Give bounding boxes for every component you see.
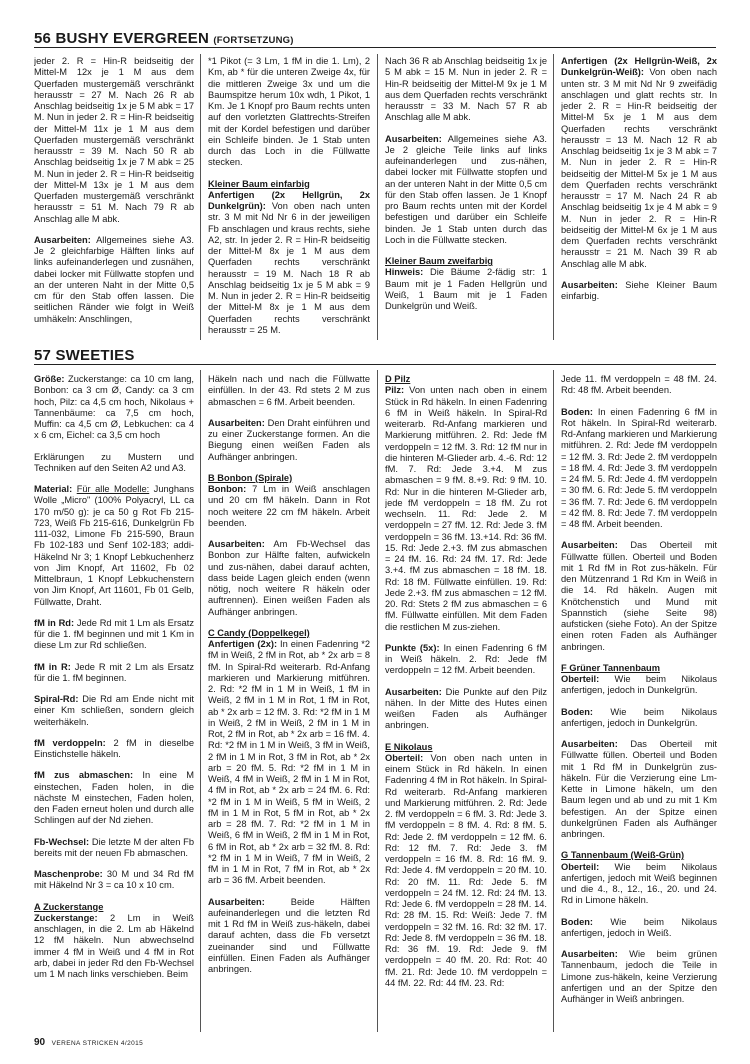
paragraph — [208, 639, 370, 887]
paragraph — [208, 539, 370, 618]
paragraph — [34, 484, 194, 608]
text: 2 fM in dieselbe Einstichstelle häkeln. — [34, 737, 194, 759]
paragraph — [561, 280, 717, 303]
text: Jede Rd mit 1 Lm als Ersatz für die 1. fM beginnen und mit 1 Km in diese Lm zur Rd schließen. — [34, 617, 194, 651]
paragraph — [208, 484, 370, 529]
magazine-name: VERENA STRICKEN 4/2015 — [51, 1040, 144, 1047]
label: Boden: — [561, 706, 594, 717]
column-divider — [377, 54, 378, 340]
label: Anfertigen (2x): — [208, 639, 278, 649]
paragraph — [34, 913, 194, 981]
section-57-header — [34, 347, 716, 364]
paragraph — [34, 662, 194, 685]
column-divider — [553, 370, 554, 1032]
text: Allgemeines siehe A3. Je 2 gleichfarbige Hälften links auf links aufeinanderlegen und zusnähen, dabei locker mit Füllwatte stopfen und an der unteren Naht in der Mitte 0,5 cm für den Stab offen lassen. Die seitlichen Ränder wie folgt in Weiß umhäkeln: Anschlingen, — [34, 234, 194, 324]
text: Die letzte M der alten Fb bereits mit der neuen Fb abmaschen. — [34, 836, 194, 858]
paragraph: Häkeln nach und nach die Füllwatte einfüllen. In der 43. Rd stets 2 M zus abmaschen = 6 fM. Arbeit beenden. — [208, 374, 370, 407]
label: Anfertigen (2x Hellgrün, 2x Dunkelgrün): — [208, 189, 370, 211]
label: fM verdoppeln: — [34, 737, 106, 748]
paragraph: Jede 11. fM verdoppeln = 48 fM. 24. Rd: 48 fM. Arbeit beenden. — [561, 374, 717, 396]
section-56-title: 56 BUSHY EVERGREEN — [34, 30, 210, 47]
section-56-subtitle: (FORTSETZUNG) — [213, 35, 294, 46]
label: fM in Rd: — [34, 617, 75, 628]
text: 7 Lm in Weiß anschlagen und 20 cm fM häkeln. Dann in Rot noch weitere 22 cm fM häkeln. Arbeit beenden. — [208, 484, 370, 528]
label: Ausarbeiten: — [561, 949, 618, 959]
paragraph — [385, 134, 547, 247]
label: Anfertigen (2x Hellgrün-Weiß, 2x Dunkelgrün-Weiß): — [561, 56, 717, 78]
subheading: E Nikolaus — [385, 741, 433, 752]
text: Wie beim Nikolaus anfertigen, jedoch mit Weiß beginnen und die 4., 8., 12., 16., 20. und 24. Rd in Limone häkeln. — [561, 861, 717, 906]
text: In eine M einstechen, Faden holen, in die nächste M einstechen, Faden holen, den Faden erneut holen und durch alle Schlingen auf der Nd ziehen. — [34, 770, 194, 826]
text: Allgemeines siehe A3. Je 2 gleiche Teile links auf links aufeinanderlegen und zus-nähen, dabei locker mit Füllwatte stopfen und an der unteren Naht in der Mitte 0,5 cm für den Stab offen lassen. Je 1 Knopf pro Baum rechts unten mit der Kordel befestigen und darüber ein Schleife binden. Je 1 Stab unten durch das Loch in die Füllwatte stecken. — [385, 133, 547, 245]
label: Fb-Wechsel: — [34, 836, 90, 847]
paragraph — [208, 897, 370, 976]
subheading: B Bonbon (Spirale) — [208, 472, 293, 483]
paragraph: Erklärungen zu Mustern und Techniken auf den Seiten A2 und A3. — [34, 451, 194, 473]
text: Das Oberteil mit Füllwatte füllen. Oberteil und Boden mit 1 Rd fM in Dunkelgrün zus-häkeln. Für die Verzierung eine Lm-Kette in Limone häkeln, um den Baum legen und ab und zu mit 1 Km befestigen. An der Spitze einen dunkelgrünen Faden als Aufhänger anbringen. — [561, 739, 717, 839]
column-divider — [200, 54, 201, 340]
label: Oberteil: — [561, 861, 600, 872]
paragraph — [561, 407, 717, 531]
text: Den Draht einführen und zu einer Zuckerstange formen. An die Biegung einen weißen Faden als Aufhänger anbringen. — [208, 417, 370, 462]
paragraph — [561, 862, 717, 907]
paragraph: jeder 2. R = Hin-R beidseitig der Mittel-M 12x je 1 M aus dem Querfaden mustergemäß verschränkt herausstr = 27 M. Nach 26 R ab Anschlag beidseitig 1x je 5 M abk = 17 M. Nun in jeder 2. R = Hin-R beidseitig der Mittel-M 11x je 1 M aus dem Querfaden mustergemäß verschränkt herausstr = 39 M. Nach 50 R ab Anschlag beidseitig 1x je 7 M abk = 25 M. Nun in jeder 2. R = Hin-R beidseitig der Mittel-M 13x je 1 M aus dem Querfaden mustergemäß verschränkt herausstr = 51 M. Nach 79 R ab Anschlag alle M abk. — [34, 56, 194, 224]
label: Spiral-Rd: — [34, 694, 79, 704]
column-divider — [553, 54, 554, 340]
subheading: Kleiner Baum einfarbig — [208, 178, 310, 189]
text: Wie beim Nikolaus anfertigen, jedoch in Dunkelgrün. — [561, 706, 717, 728]
text: Zuckerstange: ca 10 cm lang, Bonbon: ca 3 cm Ø, Candy: ca 3 cm hoch, Pilz: ca 4,5 cm hoch, Nikolaus + Tannenbäume: ca 7,5 cm hoch, Muffin: ca 4,5 cm Ø, Lebkuchen: ca 4 x 6 cm, Eichel: ca 3,5 cm hoch — [34, 374, 194, 441]
text: Wie beim grünen Tannenbaum, jedoch die Teile in Limone zus-häkeln, keine Verzierung anfertigen und an der Spitze den Aufhänger in Weiß anbringen. — [561, 949, 717, 1004]
s56-column-3 — [385, 56, 547, 344]
section-56-header — [34, 30, 716, 47]
paragraph: *1 Pikot (= 3 Lm, 1 fM in die 1. Lm), 2 Km, ab * für die unteren Zweige 4x, für die mittleren Zweige 3x und um die Baumspitze herum 10x wdh, 1 Pikot, 1 Km. Je 1 Knopf pro Baum rechts unten auf den vorletzten Glattrechts-Streifen mit der Kordel befestigen und darüber ein Schleife binden. Je 1 Stab unten durch das Loch in die Füllwatte stecken. — [208, 56, 370, 168]
paragraph — [561, 739, 717, 840]
paragraph — [561, 56, 717, 270]
paragraph — [34, 235, 194, 325]
label: Material: — [34, 484, 73, 494]
label: Pilz: — [385, 385, 405, 396]
label: Ausarbeiten: — [208, 896, 265, 907]
s56-column-2 — [208, 56, 370, 344]
text: In einen Fadenring 6 fM in Rot häkeln. In Spiral-Rd weiterarb. Rd-Anfang markieren und Markierung mitführen. 2. Rd: Jede fM verdoppeln = 12 fM. 3. Rd: Jede 2. fM verdoppeln = 18 fM. 4. Rd: Jede 3. fM verdoppeln = 24 fM. 5. Rd: Jede 4. fM verdoppeln = 30 fM. 6. Rd: Jede 5. fM verdoppeln = 36 fM. 7. Rd: Jede 6. fM verdoppeln = 42 fM. 8. Rd: Jede 7. fM verdoppeln = 48 fM. Arbeit beenden. — [561, 406, 717, 529]
paragraph — [208, 418, 370, 463]
subheading: G Tannenbaum (Weiß-Grün) — [561, 850, 685, 861]
s56-column-1 — [34, 56, 194, 344]
label: fM zus abmaschen: — [34, 770, 134, 781]
label: Hinweis: — [385, 267, 424, 278]
text: Wie beim Nikolaus anfertigen, jedoch in Weiß. — [561, 916, 717, 938]
text: Das Oberteil mit Füllwatte füllen. Oberteil und Boden mit 1 Rd fM in Rot zus-häkeln. Für den Mützenrand 1 Rd Km in Weiß in die 14. Rd häkeln. Augen mit Knötchenstich und Mund mit Spannstich (siehe Seite 98) aufsticken (siehe Foto). An der Spitze einen roten Faden als Aufhänger anbringen. — [561, 540, 717, 652]
paragraph — [34, 738, 194, 761]
s57-column-2 — [208, 374, 370, 1034]
label: Boden: — [561, 916, 594, 927]
subheading: A Zuckerstange — [34, 901, 104, 912]
section-57-title: 57 SWEETIES — [34, 347, 135, 364]
s57-column-3 — [385, 374, 547, 1034]
s57-column-1 — [34, 374, 194, 1034]
paragraph — [385, 753, 547, 989]
paragraph — [561, 949, 717, 1005]
label: Ausarbeiten: — [385, 686, 442, 697]
text: Von oben nach unten in einem Stück in Rd häkeln. In einen Fadenring 4 fM in Rot häkeln. In Spiral-Rd weiterarb. Rd-Anfang markieren und Markierung mitführen. 2. Rd: Jede 2. fM verdoppeln = 6 fM. 3. Rd: Jede 3. fM verdoppeln = 8 fM. 4. Rd: 8 fM. 5. Rd: Jede 2. fM verdoppeln = 12 fM. 6. Rd: 12 fM. 7. Rd: Jede 3. fM verdoppeln = 16 fM. 8. Rd: 16 fM. 9. Rd: Jede 4. fM verdoppeln = 20 fM. 10. Rd: 20 fM. 11. Rd: Jede 5. fM verdoppeln = 24 fM. 12. Rd: 24 fM. 13. Rd: Jede 6. fM verdoppeln = 28 fM. 14. Rd: 28 fM. 15. Rd: Weiß: Jede 7. fM verdoppeln = 32 fM. 16. Rd: 32 fM. 17. Rd: Jede 8. fM verdoppeln = 36 fM. 18. Rd: 36 fM. 19. Rd: Jede 9. fM verdoppeln = 40 fM. 20. Rd: Rot: 40 fM. 21. Rd: Jede 10. fM verdoppeln = 44 fM. 22. Rd: 44 fM. 23. Rd: — [385, 752, 547, 988]
label: Ausarbeiten: — [34, 234, 91, 245]
text: Von oben nach unten str. 3 M mit Nd Nr 6 in der jeweiligen Fb anschlagen und kraus rechts, siehe A2, str. In jeder 2. R = Hin-R beidseitig der Mittel-M 8x je 1 M aus dem Querfaden rechts verschränkt herausstr = 19 M. Nach 18 R ab Anschlag beidseitig 1x je 5 M abk = 9 M. Nun in jeder 2. R = Hin-R beidseitig der Mittel-M 8x je 1 M aus dem Querfaden rechts verschränkt herausstr = 25 M. — [208, 201, 370, 335]
text: In einen Fadenring 6 fM in Weiß häkeln. 2. Rd: Jede fM verdoppeln = 12 fM. Arbeit beenden. — [385, 642, 547, 676]
section-57-rule — [34, 364, 716, 365]
paragraph — [561, 707, 717, 730]
text: 2 Lm in Weiß anschlagen, in die 2. Lm ab Häkelnd 12 fM häkeln. Nun abwechselnd immer 4 fM in Weiß und 4 fM in Rot arb, dabei in jeder Rd den Fb-Wechsel um 1 M nach links verschieben. Beim — [34, 912, 194, 979]
text: 30 M und 34 Rd fM mit Häkelnd Nr 3 = ca 10 x 10 cm. — [34, 869, 194, 891]
label: Maschenprobe: — [34, 869, 103, 879]
label: Boden: — [561, 406, 594, 417]
paragraph — [34, 694, 194, 728]
paragraph: Nach 36 R ab Anschlag beidseitig 1x je 5 M abk = 15 M. Nun in jeder 2. R = Hin-R beidseitig der Mittel-M 9x je 1 M aus dem Querfaden rechts verschränkt herausstr = 33 M. Nach 57 R ab Anschlag alle M abk. — [385, 56, 547, 123]
label: Ausarbeiten: — [208, 417, 265, 428]
label: Ausarbeiten: — [561, 279, 618, 290]
paragraph — [34, 618, 194, 652]
paragraph — [34, 837, 194, 860]
text: Die Punkte auf den Pilz nähen. In der Mitte des Hutes einen weißen Faden als Aufhänger anbringen. — [385, 686, 547, 731]
paragraph — [208, 190, 370, 336]
label: Ausarbeiten: — [561, 739, 618, 749]
subheading: D Pilz — [385, 374, 411, 384]
page-footer — [34, 1037, 143, 1048]
text: Von oben nach unten str. 3 M mit Nd Nr 9 zweifädig anschlagen und glatt rechts str. In jeder 2. R = Hin-R beidseitig der Mittel-M 5x je 1 M aus dem Querfaden rechts verschränkt herausstr = 13 M. Nach 12 R ab Anschlag beidseitig 1x je 3 M abk = 7 M. Nun in jeder 2. R = Hin-R beidseitig der Mittel-M 5x je 1 M aus dem Querfaden rechts verschränkt herausstr = 17 M. Nach 24 R ab Anschlag beidseitig 1x je 4 M abk = 9 M. Nun in jeder 2. R = Hin-R beidseitig der Mittel-M 6x je 1 M aus dem Querfaden rechts verschränkt herausstr = 21 M. Nach 39 R ab Anschlag alle M abk. — [561, 67, 717, 269]
material-all-models: Für alle Modelle: — [76, 484, 150, 494]
paragraph — [385, 385, 547, 633]
paragraph — [34, 770, 194, 826]
text: Die Rd am Ende nicht mit einer Km schließen, sondern gleich weiterhäkeln. — [34, 694, 194, 727]
section-56-rule — [34, 47, 716, 48]
paragraph — [385, 643, 547, 677]
paragraph — [561, 917, 717, 940]
subheading: F Grüner Tannenbaum — [561, 662, 661, 673]
s57-column-4 — [561, 374, 717, 1034]
text: Wie beim Nikolaus anfertigen, jedoch in Dunkelgrün. — [561, 674, 717, 696]
text: Beide Hälften aufeinanderlegen und die letzten Rd mit 1 Rd fM in Weiß zus-häkeln, dabei darauf achten, dass die Fb versetzt zueinander sind und Füllwatte einfüllen. Einen Faden als Aufhänger anbringen. — [208, 896, 370, 974]
paragraph — [34, 374, 194, 442]
paragraph — [561, 540, 717, 653]
label: Zuckerstange: — [34, 912, 98, 923]
label: Oberteil: — [385, 752, 424, 763]
label: Ausarbeiten: — [385, 133, 442, 144]
text: Siehe Kleiner Baum einfarbig. — [561, 279, 717, 301]
label: Bonbon: — [208, 484, 247, 494]
paragraph — [385, 267, 547, 312]
label: fM in R: — [34, 661, 71, 672]
column-divider — [377, 370, 378, 1032]
text: Die Bäume 2-fädig str: 1 Baum mit je 1 Faden Hellgrün und Weiß, 1 Baum mit je 1 Faden Dunkelgrün und Weiß. — [385, 267, 547, 311]
paragraph — [34, 869, 194, 892]
column-divider — [200, 370, 201, 1032]
label: Oberteil: — [561, 674, 600, 684]
text: In einen Fadenring *2 fM in Weiß, 2 fM in Rot, ab * 2x arb = 8 fM. In Spiral-Rd weiterarb. Rd-Anfang markieren und Markierung mitführen. 2. Rd: *2 fM in 1 M in Weiß, 1 fM in Weiß, 2 fM in 1 M in Rot, 1 fM in Rot, ab * 2x arb = 12 fM. 3. Rd: *2 fM in 1 M in Weiß, 2 fM in Weiß, 2 fM in 1 M in Rot, 2 fM in Rot, ab * 2x arb = 16 fM. 4. Rd: *2 fM in 1 M in Weiß, 3 fM in Weiß, 2 fM in 1 M in Rot, 3 fM in Rot, ab * 2x arb = 20 fM. 5. Rd: *2 fM in 1 M in Weiß, 4 fM in Weiß, 2 fM in 1 M in Rot, 4 fM in Rot, ab * 2x arb = 24 fM. 6. Rd: *2 fM in 1 M in Weiß, 5 fM in Weiß, 2 fM in 1 M in Rot, 5 fM in Rot, ab * 2x arb = 28 fM. 7. Rd: *2 fM in 1 M in Weiß, 6 fM in Weiß, 2 fM in 1 M in Rot, 6 fM in Rot, ab * 2x arb = 32 fM. 8. Rd: *2 fM in 1 M in Weiß, 7 fM in Weiß, 2 fM in 1 M in Rot, 7 fM in Rot, ab * 2x arb = 36 fM. Arbeit beenden. — [208, 639, 370, 886]
s56-column-4 — [561, 56, 717, 344]
label: Größe: — [34, 374, 65, 384]
label: Punkte (5x): — [385, 642, 440, 653]
paragraph — [561, 674, 717, 697]
subheading: C Candy (Doppelkegel) — [208, 627, 310, 638]
paragraph — [385, 687, 547, 732]
label: Ausarbeiten: — [208, 539, 265, 549]
text: Junghans Wolle „Micro" (100% Polyacryl, LL ca 170 m/50 g): je ca 50 g Rot Fb 215-723, Weiß Fb 215-616, Dunkelgrün Fb 111-032, Limone Fb 215-590, Braun Fb 102-183 und Senf 102-183; addi-Häkelnd Nr 3; 1 Knopf Lebkuchenherz von Jim Knopf, Art 11602, Fb 02 Mittelbraun, 1 Knopf Lebkuchenstern von Jim Knopf, Art 11601, Fb 01 Gelb, Füllwatte, Draht. — [34, 484, 194, 607]
subheading: Kleiner Baum zweifarbig — [385, 256, 493, 266]
text: Jede R mit 2 Lm als Ersatz für die 1. fM beginnen. — [34, 661, 194, 683]
page-number: 90 — [34, 1037, 46, 1048]
text: Am Fb-Wechsel das Bonbon zur Hälfte falten, aufwickeln und zus-nähen, dabei darauf achten, dass beide Lagen gleich enden (wenn nötig, noch weitere R häkeln oder auftrennen). Einen weißen Faden als Aufhänger anbringen. — [208, 539, 370, 617]
label: Ausarbeiten: — [561, 540, 618, 551]
text: Von unten nach oben in einem Stück in Rd häkeln. In einen Fadenring 6 fM in Weiß häkeln. In Spiral-Rd weiterarb. Rd-Anfang markieren und Markierung mitführen. 2. Rd: Jede fM verdoppeln = 12 fM. 3. Rd: 12 fM nur in die hinteren M-Glieder arb. 4.-6. Rd: 12 fM. 7. Rd: Jede 3.+4. M zus abmaschen = 9 fM. 8.+9. Rd: 9 fM. 10. Rd: Nur in die hinteren M-Glieder arb, jede fM verdoppeln = 18 fM. Zu rot wechseln. 11. Rd: Jede 2. M verdoppeln = 27 fM. 12. Rd: Jede 3. fM verdoppeln = 36 fM. 13.+14. Rd: 36 fM. 15. Rd: Jede 2.+3. fM zus abmaschen = 24 fM. 16. Rd: 24 fM. 17. Rd: Jede 3.+4. fM zus abmaschen = 18 fM. 18. Rd: 18 fM. Füllwatte einfüllen. 19. Rd: Jede 2.+3. fM zus abmaschen = 12 fM. 20. Rd: Stets 2 fM zus abmaschen = 6 fM. Füllwatte einfüllen. Mit dem Faden die restlichen M zus-ziehen. — [385, 385, 547, 632]
